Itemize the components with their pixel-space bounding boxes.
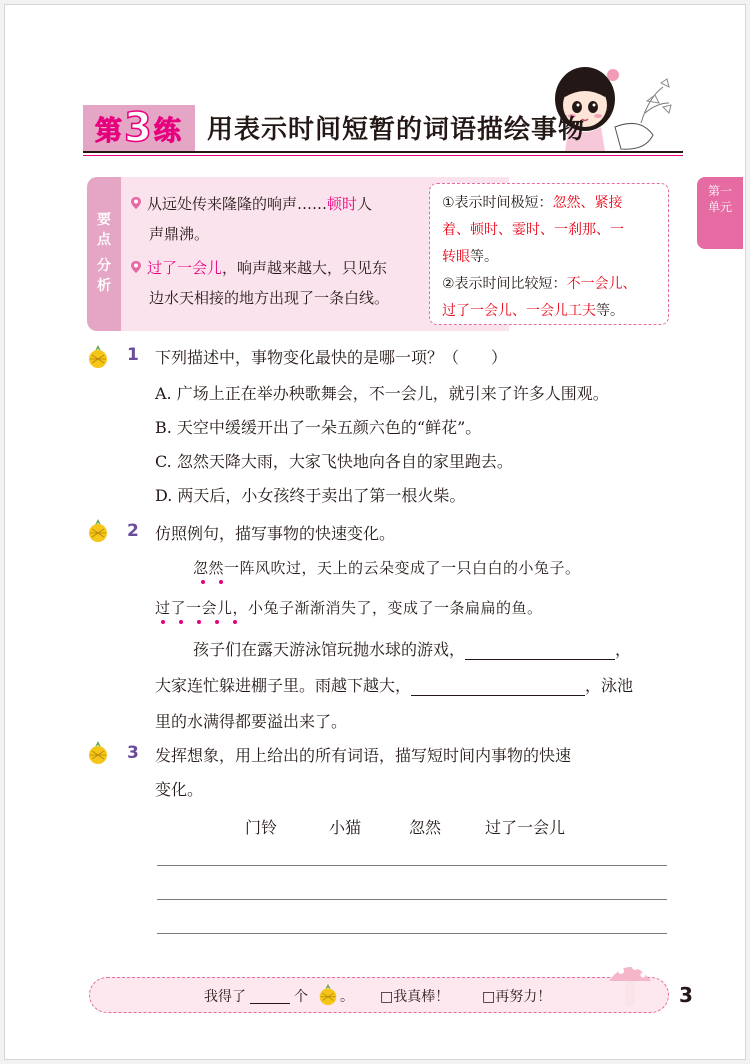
writing-line-2[interactable] [157, 899, 667, 900]
given-word-3: 忽然 [409, 818, 442, 837]
lesson-number-badge: 第 3 练 [83, 105, 195, 151]
key-points-box [87, 177, 669, 331]
location-pin-icon [129, 196, 143, 210]
lesson-title [83, 105, 683, 153]
location-pin-icon [129, 260, 143, 274]
pineapple-icon [85, 343, 111, 369]
page-number: 3 [679, 983, 693, 1007]
question-1-option-a: A. 广场上正在举办秧歌舞会，不一会儿，就引来了许多人围观。 [155, 384, 609, 403]
given-word-2: 小猫 [329, 818, 362, 837]
writing-line-3[interactable] [157, 933, 667, 934]
pineapple-icon [85, 739, 111, 765]
task-line-3: 里的水满得都要溢出来了。 [155, 712, 348, 731]
title-divider-accent [83, 155, 683, 156]
lesson-title-text: 用表示时间短暂的词语描绘事物 [207, 115, 586, 145]
question-2-number: 2 [127, 521, 139, 541]
question-1-option-c: C. 忽然天降大雨，大家飞快地向各自的家里跑去。 [155, 452, 513, 471]
example-line-4: 边水天相接的地方出现了一条白线。 [149, 289, 390, 307]
answer-blank-1[interactable] [465, 642, 615, 660]
great-checkbox[interactable]: □我真棒！ [380, 989, 450, 1005]
question-3-text-line-2: 变化。 [155, 780, 204, 799]
example-sentence-2: 过了一会儿，小兔子渐渐消失了，变成了一条扁扁的鱼。 [155, 599, 543, 617]
self-assessment-bar: 我得了 个 。 □我真棒！ □再努力！ [89, 977, 669, 1013]
given-word-4: 过了一会儿 [485, 818, 566, 837]
time-words-summary: ①表示时间极短：忽然、紧接 着、顿时、霎时、一刹那、一 转眼等。 ②表示时间比较短：不一会儿、 过了一会儿、一会儿工夫等。 [429, 183, 669, 325]
score-blank[interactable] [250, 988, 290, 1004]
answer-blank-2[interactable] [411, 678, 585, 696]
writing-line-1[interactable] [157, 865, 667, 866]
question-3-text-line-1: 发挥想象，用上给出的所有词语，描写短时间内事物的快速 [155, 746, 572, 765]
emphasis-dots [199, 579, 239, 585]
question-1-number: 1 [127, 345, 139, 365]
title-divider [83, 151, 683, 153]
mushroom-illustration [605, 955, 655, 1011]
question-1-option-b: B. 天空中缓缓开出了一朵五颜六色的“鲜花”。 [155, 418, 482, 437]
emphasis-dots [159, 619, 239, 625]
question-1-option-d: D. 两天后，小女孩终于卖出了第一根火柴。 [155, 486, 466, 505]
pineapple-icon [316, 982, 340, 1006]
example-sentence-1: 忽然一阵风吹过，天上的云朵变成了一只白白的小兔子。 [193, 559, 581, 577]
task-line-2: 大家连忙躲进棚子里。雨越下越大， ，泳池 [155, 676, 634, 695]
given-words [5, 815, 747, 835]
unit-side-tab: 第一 单元 [697, 177, 743, 249]
given-word-1: 门铃 [245, 818, 278, 837]
key-points-tab: 要 点 分 析 [87, 177, 121, 331]
try-harder-checkbox[interactable]: □再努力！ [482, 989, 552, 1005]
example-line-2: 声鼎沸。 [149, 225, 210, 243]
question-3-number: 3 [127, 743, 139, 763]
example-line-1: 从远处传来隆隆的响声……顿时人 [129, 189, 372, 219]
question-1-text: 下列描述中，事物变化最快的是哪一项？（ ） [155, 348, 508, 367]
example-line-3: 过了一会儿，响声越来越大，只见东 [129, 253, 387, 283]
pineapple-icon [85, 517, 111, 543]
workbook-page [4, 4, 746, 1060]
question-2-text: 仿照例句，描写事物的快速变化。 [155, 524, 396, 543]
task-line-1: 孩子们在露天游泳馆玩抛水球的游戏， ， [193, 640, 632, 659]
